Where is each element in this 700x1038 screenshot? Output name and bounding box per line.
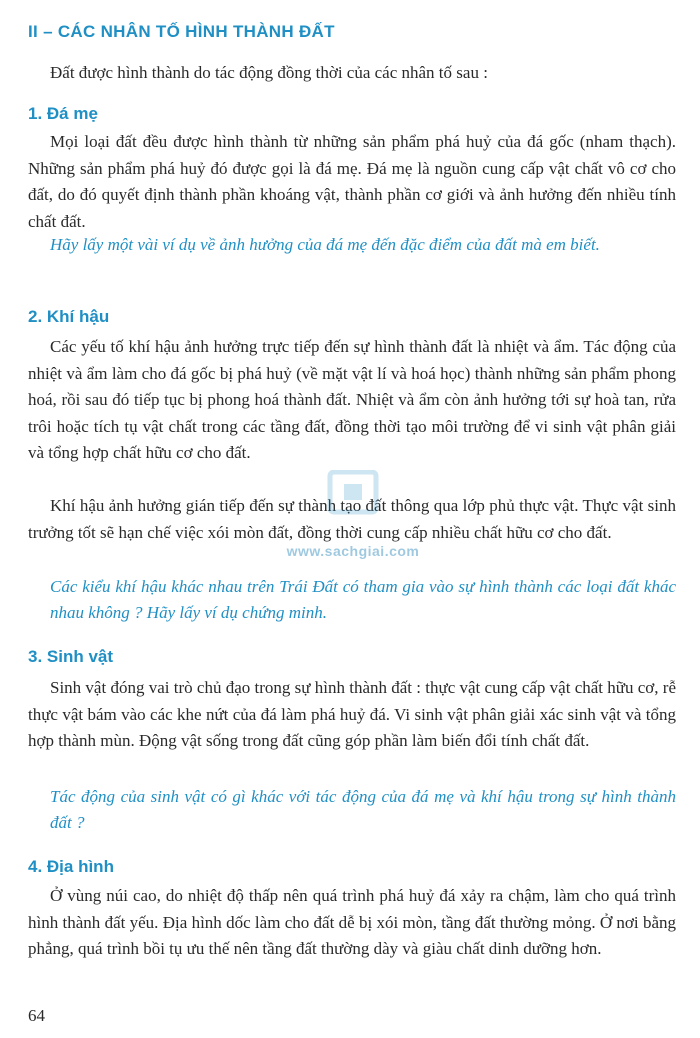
question-sinh-vat: Tác động của sinh vật có gì khác với tác động của đá mẹ và khí hậu trong sự hình thành đất ? [50, 787, 676, 832]
heading-khi-hau: 2. Khí hậu [28, 307, 110, 326]
paragraph-dia-hinh: Ở vùng núi cao, do nhiệt độ thấp nên quá trình phá huỷ đá xảy ra chậm, làm cho quá trình hình thành đất yếu. Địa hình dốc làm cho đất dễ bị xói mòn, tầng đất thường mỏng. Ở nơi bằng phẳng, quá trình bồi tụ ưu thế nên tầng đất thường dày và giàu chất dinh dưỡng hơn. [28, 886, 676, 958]
paragraph-khi-hau-2: Khí hậu ảnh hưởng gián tiếp đến sự thành tạo đất thông qua lớp phủ thực vật. Thực vật sinh trưởng tốt sẽ hạn chế việc xói mòn đất, đồng thời cung cấp nhiều chất hữu cơ cho đất. [28, 496, 676, 542]
heading-sinh-vat: 3. Sinh vật [28, 647, 114, 666]
heading-dia-hinh: 4. Địa hình [28, 857, 114, 876]
paragraph-sinh-vat: Sinh vật đóng vai trò chủ đạo trong sự hình thành đất : thực vật cung cấp vật chất hữu cơ, rễ thực vật bám vào các khe nứt của đá làm phá huỷ đá. Vi sinh vật phân giải xác sinh vật và tổng hợp thành mùn. Động vật sống trong đất cũng góp phần làm biến đổi tính chất đất. [28, 678, 676, 750]
intro-text: Đất được hình thành do tác động đồng thời của các nhân tố sau : [50, 63, 488, 82]
paragraph-da-me: Mọi loại đất đều được hình thành từ những sản phẩm phá huỷ của đá gốc (nham thạch). Những sản phẩm phá huỷ đó được gọi là đá mẹ. Đá mẹ là nguồn cung cấp vật chất vô cơ cho đất, do đó quyết định thành phần khoáng vật, thành phần cơ giới và ảnh hưởng đến nhiều tính chất đất. [28, 132, 676, 231]
question-khi-hau: Các kiểu khí hậu khác nhau trên Trái Đất có tham gia vào sự hình thành các loại đất khác nhau không ? Hãy lấy ví dụ chứng minh. [50, 577, 676, 622]
page-number: 64 [28, 1006, 45, 1025]
watermark-text: www.sachgiai.com [286, 543, 420, 559]
section-title: II – CÁC NHÂN TỐ HÌNH THÀNH ĐẤT [28, 22, 335, 41]
watermark-logo-icon [290, 470, 420, 530]
paragraph-khi-hau-1: Các yếu tố khí hậu ảnh hưởng trực tiếp đến sự hình thành đất là nhiệt và ẩm. Tác động của nhiệt và ẩm làm cho đá gốc bị phá huỷ (về mặt vật lí và hoá học) thành những sản phẩm phong hoá, rồi sau đó tiếp tục bị phong hoá thành đất. Nhiệt và ẩm còn ảnh hưởng tới sự hoà tan, rửa trôi hoặc tích tụ vật chất trong các tầng đất, đồng thời tạo môi trường để vi sinh vật phân giải và tổng hợp chất hữu cơ cho đất. [28, 337, 676, 462]
question-da-me: Hãy lấy một vài ví dụ về ảnh hưởng của đá mẹ đến đặc điểm của đất mà em biết. [50, 235, 600, 254]
heading-da-me: 1. Đá mẹ [28, 104, 98, 123]
